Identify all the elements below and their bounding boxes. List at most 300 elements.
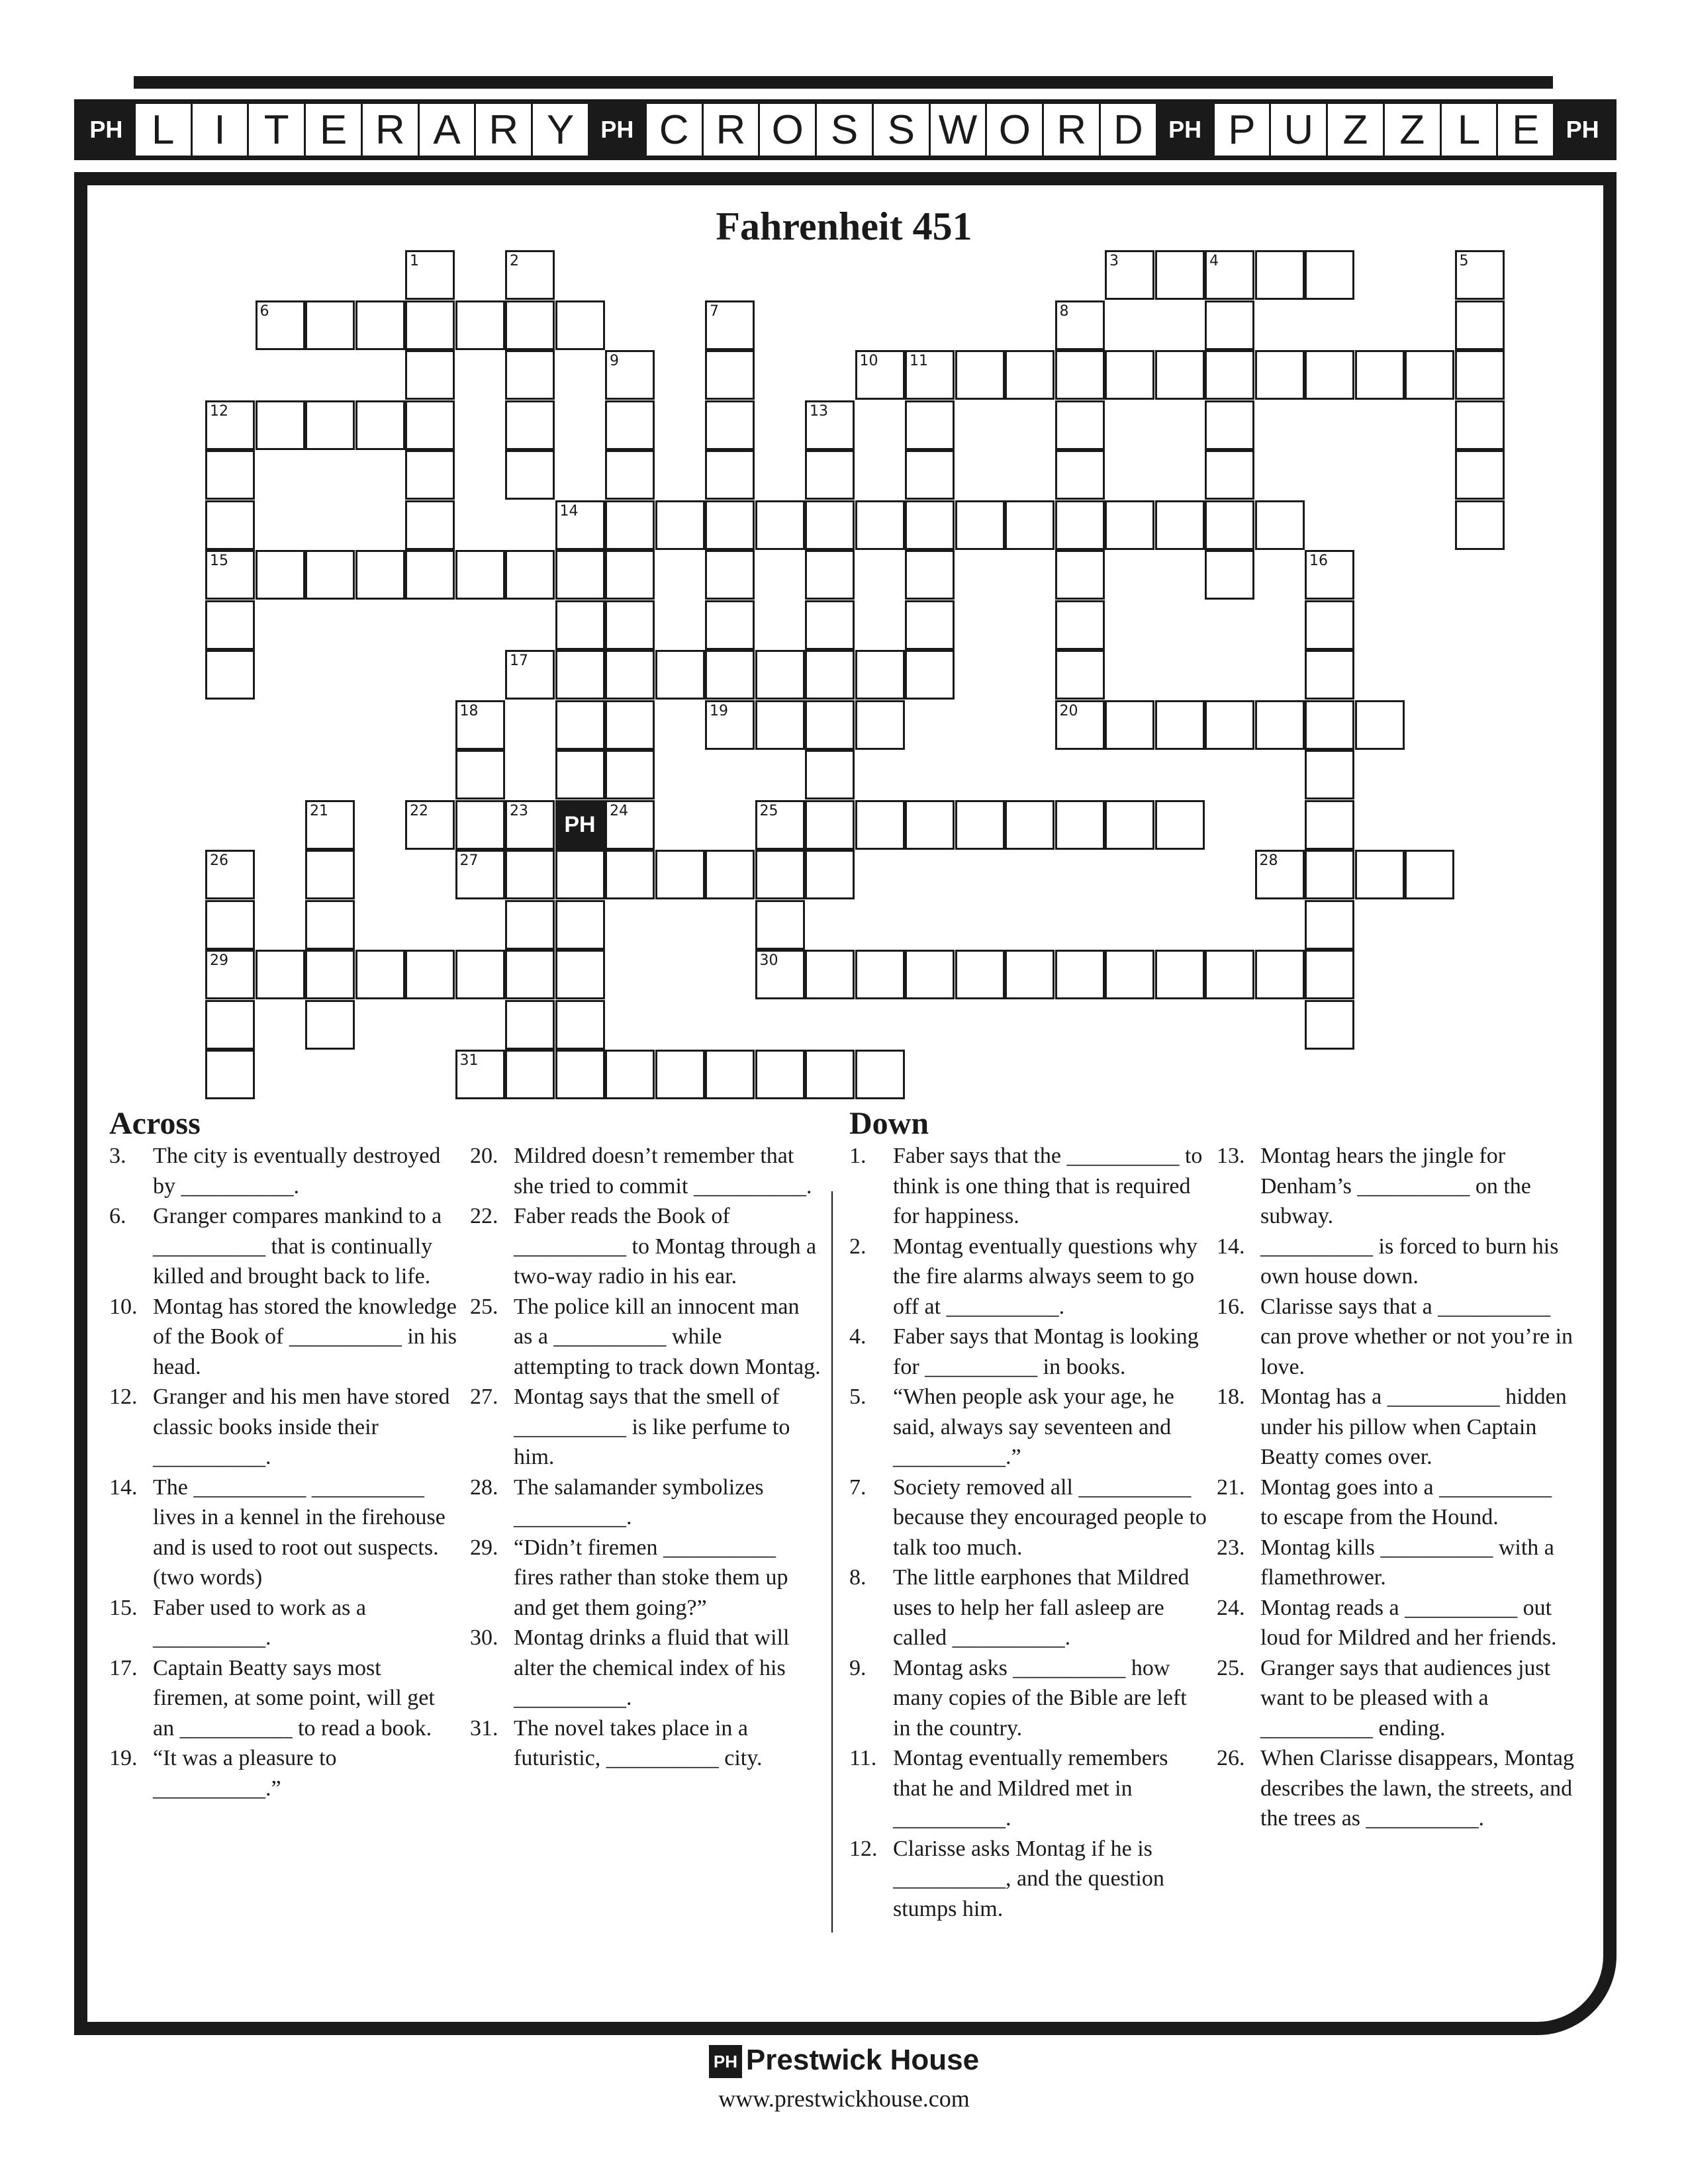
grid-cell[interactable] <box>605 850 655 899</box>
grid-cell[interactable] <box>805 650 855 700</box>
grid-cell[interactable] <box>1105 800 1154 850</box>
grid-cell[interactable] <box>205 1000 255 1050</box>
grid-cell[interactable] <box>305 1000 355 1050</box>
grid-cell[interactable] <box>805 950 855 999</box>
clue-text: The novel takes place in a futuristic, __________ city. <box>514 1715 763 1770</box>
across-clue <box>470 1713 821 1774</box>
grid-cell[interactable] <box>905 500 955 550</box>
grid-cell[interactable] <box>605 350 655 400</box>
grid-cell[interactable] <box>305 800 355 850</box>
grid-cell[interactable] <box>555 750 605 799</box>
grid-cell[interactable] <box>955 350 1005 400</box>
grid-cell[interactable] <box>955 950 1005 999</box>
grid-cell[interactable] <box>1005 800 1055 850</box>
grid-cell[interactable] <box>505 1000 555 1050</box>
grid-cell[interactable] <box>605 1050 655 1099</box>
banner-letter: R <box>476 104 533 156</box>
grid-cell[interactable] <box>1305 550 1354 600</box>
grid-cell[interactable] <box>905 600 955 650</box>
grid-cell[interactable] <box>1305 700 1354 750</box>
clue-number: 31 <box>459 1052 479 1069</box>
clue-text: The little earphones that Mildred uses to help her fall asleep are called __________. <box>893 1565 1190 1650</box>
grid-cell[interactable] <box>205 500 255 550</box>
grid-cell[interactable] <box>1305 850 1354 899</box>
grid-cell[interactable] <box>805 550 855 600</box>
down-clue <box>849 1141 1207 1232</box>
grid-cell[interactable] <box>455 1050 505 1099</box>
grid-cell[interactable] <box>1205 550 1254 600</box>
banner-letter: U <box>1271 104 1328 156</box>
clue-text: Montag asks __________ how many copies of the Bible are left in the country. <box>893 1655 1187 1741</box>
grid-cell[interactable] <box>505 400 555 450</box>
grid-cell[interactable] <box>256 400 305 450</box>
grid-cell[interactable] <box>1055 600 1105 650</box>
grid-cell[interactable] <box>1205 450 1254 500</box>
grid-cell[interactable] <box>1305 750 1354 799</box>
clue-number: 24. <box>1217 1595 1245 1620</box>
down-clue <box>1217 1473 1574 1533</box>
banner-letter: R <box>1044 104 1101 156</box>
clue-text: Montag reads a __________ out loud for Mildred and her friends. <box>1260 1595 1557 1650</box>
grid-cell[interactable] <box>1305 350 1354 400</box>
grid-cell[interactable] <box>505 800 555 850</box>
down-clue <box>849 1834 1207 1925</box>
grid-cell[interactable] <box>305 550 355 600</box>
grid-cell[interactable] <box>1105 350 1154 400</box>
website-url[interactable]: www.prestwickhouse.com <box>718 2085 970 2112</box>
grid-cell[interactable] <box>555 900 605 950</box>
grid-cell[interactable] <box>405 550 455 600</box>
grid-cell[interactable] <box>256 300 305 350</box>
clue-number: 21 <box>310 802 328 819</box>
across-clue <box>109 1292 460 1383</box>
banner-letter: O <box>987 104 1044 156</box>
grid-cell[interactable] <box>1455 300 1505 350</box>
grid-cell[interactable] <box>1355 850 1405 899</box>
grid-cell[interactable] <box>755 700 805 750</box>
clue-text: Society removed all __________ because they encouraged people to talk too much. <box>893 1475 1207 1560</box>
grid-cell[interactable] <box>1305 950 1354 999</box>
clue-number: 19 <box>710 702 728 719</box>
grid-cell[interactable] <box>855 800 905 850</box>
grid-cell[interactable] <box>605 400 655 450</box>
clue-text: Faber says that the __________ to think is one thing that is required for happiness. <box>893 1144 1203 1228</box>
clue-number: 10. <box>109 1294 138 1319</box>
grid-cell[interactable] <box>455 800 505 850</box>
clue-text: Montag has a __________ hidden under his pillow when Captain Beatty comes over. <box>1260 1385 1567 1469</box>
grid-cell[interactable] <box>555 600 605 650</box>
clue-text: “When people ask your age, he said, always say seventeen and __________.” <box>893 1385 1174 1469</box>
title-banner <box>74 99 1617 160</box>
grid-cell[interactable] <box>905 800 955 850</box>
clue-text: Granger says that audiences just want to be pleased with a __________ ending. <box>1260 1655 1551 1741</box>
grid-cell[interactable] <box>605 500 655 550</box>
grid-cell[interactable] <box>1255 350 1305 400</box>
grid-cell[interactable] <box>755 950 805 999</box>
grid-cell[interactable] <box>1155 700 1205 750</box>
grid-cell[interactable] <box>555 1000 605 1050</box>
grid-cell[interactable] <box>305 850 355 899</box>
grid-cell[interactable] <box>205 450 255 500</box>
clue-text: The salamander symbolizes __________. <box>514 1475 764 1529</box>
grid-cell[interactable] <box>755 850 805 899</box>
grid-cell[interactable] <box>705 400 755 450</box>
grid-cell[interactable] <box>1105 250 1154 300</box>
grid-cell[interactable] <box>905 350 955 400</box>
grid-cell[interactable] <box>256 950 305 999</box>
grid-cell[interactable] <box>205 600 255 650</box>
grid-cell[interactable] <box>1055 650 1105 700</box>
grid-cell[interactable] <box>1055 950 1105 999</box>
grid-cell[interactable] <box>605 650 655 700</box>
grid-cell[interactable] <box>505 300 555 350</box>
grid-cell[interactable] <box>405 350 455 400</box>
grid-cell[interactable] <box>655 850 705 899</box>
banner-letter: S <box>817 104 874 156</box>
grid-cell[interactable] <box>505 250 555 300</box>
grid-cell[interactable] <box>605 700 655 750</box>
grid-cell[interactable] <box>555 950 605 999</box>
grid-cell[interactable] <box>1055 400 1105 450</box>
grid-cell[interactable] <box>1305 250 1354 300</box>
grid-cell[interactable] <box>805 850 855 899</box>
grid-cell[interactable] <box>805 600 855 650</box>
grid-cell[interactable] <box>1405 350 1454 400</box>
grid-cell[interactable] <box>1055 450 1105 500</box>
grid-cell[interactable] <box>1005 500 1055 550</box>
down-clues-column-2 <box>1217 1141 1574 1834</box>
grid-cell[interactable] <box>455 300 505 350</box>
column-divider <box>831 1191 833 1933</box>
across-clue <box>109 1593 460 1653</box>
grid-cell[interactable] <box>256 550 305 600</box>
grid-cell[interactable] <box>1405 850 1454 899</box>
clue-text: Montag kills __________ with a flamethrower. <box>1260 1535 1554 1590</box>
grid-cell[interactable] <box>1155 350 1205 400</box>
clue-number: 29. <box>470 1535 498 1560</box>
grid-cell[interactable] <box>455 550 505 600</box>
clue-number: 12. <box>109 1385 138 1409</box>
grid-cell[interactable] <box>455 750 505 799</box>
grid-cell[interactable] <box>1305 900 1354 950</box>
grid-cell[interactable] <box>1355 700 1405 750</box>
grid-cell[interactable] <box>905 550 955 600</box>
clue-text: Captain Beatty says most firemen, at some point, will get an __________ to read a book. <box>153 1655 435 1741</box>
clue-number: 1. <box>849 1144 867 1168</box>
grid-cell[interactable] <box>1305 800 1354 850</box>
grid-cell[interactable] <box>205 900 255 950</box>
across-clue <box>470 1623 821 1713</box>
grid-cell[interactable] <box>405 450 455 500</box>
grid-cell[interactable] <box>505 350 555 400</box>
grid-cell[interactable] <box>755 500 805 550</box>
grid-cell[interactable] <box>1455 500 1505 550</box>
clue-text: Mildred doesn’t remember that she tried to commit __________. <box>514 1144 812 1199</box>
clue-number: 14 <box>559 502 579 520</box>
grid-cell[interactable] <box>1055 550 1105 600</box>
grid-cell[interactable] <box>1255 950 1305 999</box>
grid-cell[interactable] <box>705 550 755 600</box>
down-clue <box>849 1743 1207 1834</box>
grid-cell[interactable] <box>1155 800 1205 850</box>
grid-cell[interactable] <box>355 400 405 450</box>
grid-cell[interactable] <box>605 450 655 500</box>
grid-cell[interactable] <box>505 450 555 500</box>
clue-number: 10 <box>859 353 878 369</box>
across-clue <box>470 1141 821 1201</box>
grid-cell[interactable] <box>955 800 1005 850</box>
grid-cell[interactable] <box>1455 350 1505 400</box>
grid-cell[interactable] <box>805 700 855 750</box>
grid-cell[interactable] <box>1105 500 1154 550</box>
banner-letter: E <box>1498 104 1555 156</box>
grid-cell[interactable] <box>755 650 805 700</box>
grid-cell[interactable] <box>355 550 405 600</box>
grid-cell[interactable] <box>405 250 455 300</box>
grid-cell[interactable] <box>855 700 905 750</box>
grid-cell[interactable] <box>905 650 955 700</box>
prestwick-house-logo-icon: PH <box>1158 104 1215 156</box>
grid-cell[interactable] <box>505 1050 555 1099</box>
grid-cell[interactable] <box>1055 700 1105 750</box>
grid-cell[interactable] <box>1255 850 1305 899</box>
grid-cell[interactable] <box>805 750 855 799</box>
grid-cell[interactable] <box>705 1050 755 1099</box>
grid-cell[interactable] <box>855 350 905 400</box>
grid-cell[interactable] <box>1055 500 1105 550</box>
clue-number: 26 <box>210 852 228 869</box>
grid-cell[interactable] <box>405 300 455 350</box>
grid-cell[interactable] <box>655 500 705 550</box>
grid-cell[interactable] <box>405 800 455 850</box>
banner-letter: R <box>704 104 761 156</box>
grid-cell[interactable] <box>755 900 805 950</box>
grid-cell[interactable] <box>955 500 1005 550</box>
grid-cell[interactable] <box>705 350 755 400</box>
clue-text: Faber used to work as a __________. <box>153 1595 366 1650</box>
grid-cell[interactable] <box>305 900 355 950</box>
grid-cell[interactable] <box>555 300 605 350</box>
grid-cell[interactable] <box>405 400 455 450</box>
clue-number: 3 <box>1109 253 1119 269</box>
clue-number: 9 <box>610 353 619 369</box>
grid-cell[interactable] <box>1105 950 1154 999</box>
banner-letter: S <box>874 104 931 156</box>
grid-cell[interactable] <box>1455 250 1505 300</box>
clue-number: 30 <box>759 952 778 969</box>
grid-cell[interactable] <box>905 950 955 999</box>
across-clue <box>109 1201 460 1292</box>
grid-cell[interactable] <box>705 450 755 500</box>
prestwick-house-logo-icon: PH <box>590 104 647 156</box>
clue-text: The police kill an innocent man as a __________ while attempting to track down Montag. <box>514 1294 821 1379</box>
grid-cell[interactable] <box>755 800 805 850</box>
clue-number: 30. <box>470 1625 498 1650</box>
down-clue <box>1217 1141 1574 1232</box>
grid-cell[interactable] <box>605 800 655 850</box>
banner-letter: Z <box>1385 104 1442 156</box>
down-clues-column-1 <box>849 1141 1207 1924</box>
grid-cell[interactable] <box>1305 600 1354 650</box>
grid-cell[interactable] <box>605 600 655 650</box>
down-clue <box>1217 1653 1574 1744</box>
grid-cell[interactable] <box>705 850 755 899</box>
banner-letter: D <box>1101 104 1158 156</box>
grid-cell[interactable] <box>505 950 555 999</box>
grid-cell[interactable] <box>1205 500 1254 550</box>
grid-cell[interactable] <box>705 300 755 350</box>
grid-cell[interactable] <box>505 900 555 950</box>
grid-cell[interactable] <box>205 650 255 700</box>
grid-cell[interactable] <box>1455 400 1505 450</box>
banner-letter: R <box>363 104 420 156</box>
grid-cell[interactable] <box>705 600 755 650</box>
grid-cell[interactable] <box>555 500 605 550</box>
clue-number: 4 <box>1209 253 1219 269</box>
grid-cell[interactable] <box>1205 300 1254 350</box>
clue-number: 25. <box>470 1294 498 1319</box>
grid-cell[interactable] <box>1055 350 1105 400</box>
banner-letter: O <box>760 104 817 156</box>
grid-cell[interactable] <box>455 950 505 999</box>
grid-cell[interactable] <box>205 850 255 899</box>
grid-cell[interactable] <box>555 1050 605 1099</box>
grid-cell[interactable] <box>1255 250 1305 300</box>
across-clue <box>470 1473 821 1533</box>
clue-number: 13. <box>1217 1144 1245 1168</box>
grid-cell[interactable] <box>1205 400 1254 450</box>
clue-number: 2. <box>849 1234 867 1259</box>
grid-cell[interactable] <box>1205 250 1254 300</box>
grid-cell[interactable] <box>1255 500 1305 550</box>
grid-cell[interactable] <box>855 500 905 550</box>
grid-cell[interactable] <box>1155 950 1205 999</box>
grid-cell[interactable] <box>505 550 555 600</box>
grid-cell[interactable] <box>555 550 605 600</box>
grid-cell[interactable] <box>455 700 505 750</box>
grid-cell[interactable] <box>1105 700 1154 750</box>
clue-number: 14. <box>109 1475 138 1500</box>
down-heading: Down <box>849 1106 929 1141</box>
clue-number: 5. <box>849 1385 867 1409</box>
grid-cell[interactable] <box>555 850 605 899</box>
prestwick-house-logo <box>0 2044 1688 2078</box>
clue-text: Montag hears the jingle for Denham’s __________ on the subway. <box>1260 1144 1531 1228</box>
grid-cell[interactable] <box>605 750 655 799</box>
grid-cell[interactable] <box>305 300 355 350</box>
clue-text: Granger compares mankind to a __________ that is continually killed and brought back to life. <box>153 1204 442 1289</box>
grid-cell[interactable] <box>405 500 455 550</box>
grid-cell[interactable] <box>1205 700 1254 750</box>
across-clue <box>109 1473 460 1593</box>
clue-number: 11 <box>910 353 928 369</box>
down-clue <box>1217 1292 1574 1383</box>
grid-cell[interactable] <box>755 1050 805 1099</box>
clue-number: 13 <box>810 402 828 420</box>
clue-text: Montag eventually remembers that he and Mildred met in __________. <box>893 1746 1168 1831</box>
grid-cell[interactable] <box>805 800 855 850</box>
clue-number: 20 <box>1059 702 1078 719</box>
grid-cell[interactable] <box>1155 250 1205 300</box>
grid-cell[interactable] <box>1005 350 1055 400</box>
banner-letter: T <box>249 104 306 156</box>
grid-cell[interactable] <box>405 950 455 999</box>
clue-number: 28. <box>470 1475 498 1500</box>
grid-cell[interactable] <box>805 1050 855 1099</box>
grid-cell[interactable] <box>805 450 855 500</box>
banner-letter: I <box>193 104 250 156</box>
grid-cell[interactable] <box>555 700 605 750</box>
grid-cell[interactable] <box>205 1050 255 1099</box>
grid-cell[interactable] <box>705 700 755 750</box>
grid-cell[interactable] <box>855 950 905 999</box>
clue-text: “It was a pleasure to __________.” <box>153 1746 337 1801</box>
grid-cell[interactable] <box>355 950 405 999</box>
grid-cell[interactable] <box>655 650 705 700</box>
grid-cell[interactable] <box>1155 500 1205 550</box>
clue-number: 3. <box>109 1144 126 1168</box>
grid-cell[interactable] <box>1205 950 1254 999</box>
grid-cell[interactable] <box>305 950 355 999</box>
grid-cell[interactable] <box>905 400 955 450</box>
clue-number: 4. <box>849 1324 867 1349</box>
clue-text: Montag has stored the knowledge of the Book of __________ in his head. <box>153 1294 457 1379</box>
clue-number: 5 <box>1459 253 1469 269</box>
clue-number: 8. <box>849 1565 867 1590</box>
grid-cell[interactable] <box>805 400 855 450</box>
across-clue <box>109 1382 460 1473</box>
grid-cell[interactable] <box>305 400 355 450</box>
grid-cell[interactable] <box>1055 300 1105 350</box>
grid-cell[interactable] <box>705 500 755 550</box>
grid-cell[interactable] <box>1005 950 1055 999</box>
across-clue <box>470 1201 821 1292</box>
grid-cell[interactable] <box>655 1050 705 1099</box>
grid-cell[interactable] <box>555 650 605 700</box>
clue-text: The city is eventually destroyed by __________. <box>153 1144 441 1199</box>
grid-cell[interactable] <box>205 400 255 450</box>
clue-number: 23 <box>510 802 528 819</box>
grid-cell[interactable] <box>505 650 555 700</box>
grid-cell[interactable] <box>205 950 255 999</box>
grid-cell[interactable] <box>505 850 555 899</box>
grid-cell[interactable] <box>605 550 655 600</box>
grid-cell[interactable] <box>455 850 505 899</box>
prestwick-house-logo-icon: PH <box>709 2045 742 2078</box>
clue-number: 23. <box>1217 1535 1245 1560</box>
grid-cell[interactable] <box>805 500 855 550</box>
clue-text: Faber says that Montag is looking for __________ in books. <box>893 1324 1199 1379</box>
clue-number: 27. <box>470 1385 498 1409</box>
clue-number: 7. <box>849 1475 867 1500</box>
grid-cell[interactable] <box>1055 800 1105 850</box>
grid-cell[interactable] <box>1255 700 1305 750</box>
grid-cell[interactable] <box>855 1050 905 1099</box>
grid-cell[interactable] <box>1305 650 1354 700</box>
grid-cell[interactable] <box>705 650 755 700</box>
grid-cell[interactable] <box>1205 350 1254 400</box>
grid-cell[interactable] <box>355 300 405 350</box>
grid-cell[interactable] <box>1455 450 1505 500</box>
banner-letter: W <box>931 104 988 156</box>
grid-cell[interactable] <box>1305 1000 1354 1050</box>
grid-cell[interactable] <box>205 550 255 600</box>
grid-cell[interactable] <box>855 650 905 700</box>
brand-name: Prestwick House <box>745 2044 980 2076</box>
grid-cell[interactable] <box>905 450 955 500</box>
banner-letter: A <box>420 104 477 156</box>
grid-cell[interactable] <box>1355 350 1405 400</box>
